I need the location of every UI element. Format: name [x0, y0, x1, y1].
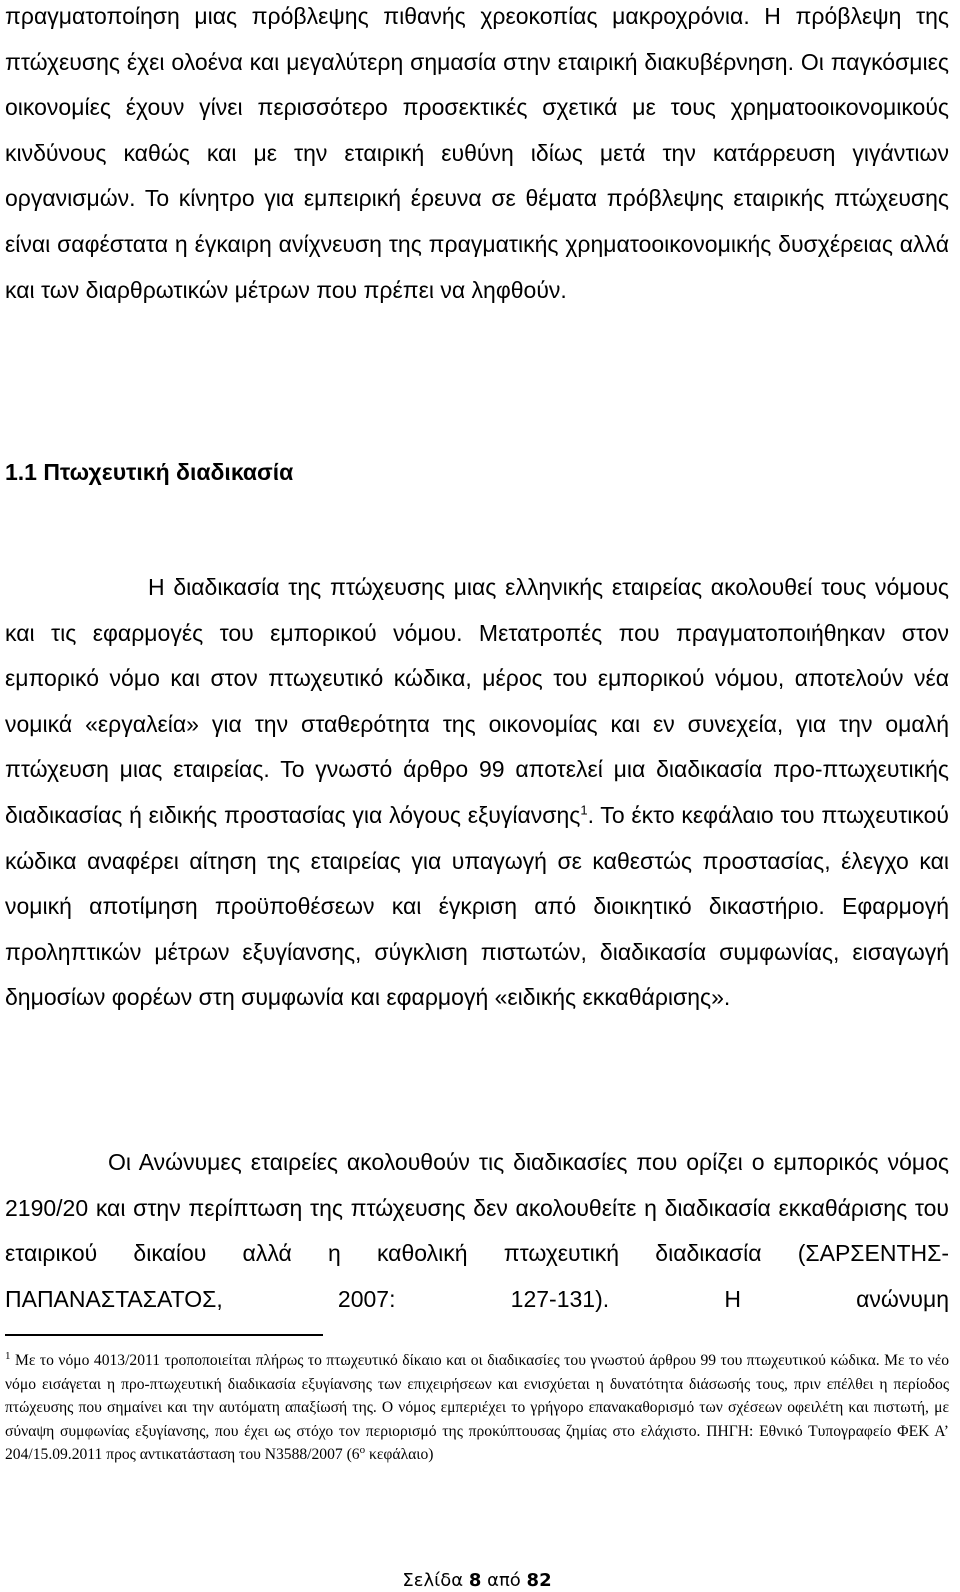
footnote-text-end: κεφάλαιο): [365, 1446, 434, 1464]
footnote-separator: [5, 1334, 323, 1336]
footnote-ordinal-superscript: ο: [359, 1444, 366, 1457]
body-paragraph: [5, 565, 949, 1021]
document-page: [5, 0, 949, 1591]
paragraph-text: . Το έκτο κεφάλαιο του πτωχευτικού κώδικα αναφέρει αίτηση της εταιρείας για υπαγωγή σε καθεστώς προστασίας, έλεγχο και νομική αποτίμηση προϋποθέσεων και έγκριση από διοικητικό δικαστήριο. Εφαρμογή προληπτικών μέτρων εξυγίανσης, σύγκλιση πιστωτών, διαδικασία συμφωνίας, εισαγωγή δημοσίων φορέων στη συμφωνία και εφαρμογή «ειδικής εκκαθάρισης».: [5, 801, 949, 1011]
footnote-mark: 1: [5, 1349, 11, 1362]
footnote: [5, 1349, 949, 1467]
current-page-number: 8: [468, 1570, 482, 1591]
footnote-reference[interactable]: 1: [580, 802, 588, 818]
paragraph-text: Η διαδικασία της πτώχευσης μιας ελληνικής εταιρείας ακολουθεί τους νόμους και τις εφαρμογές του εμπορικού νόμου. Μετατροπές που πραγματοποιήθηκαν στον εμπορικό νόμο και στον πτωχευτικό κώδικα, μέρος του εμπορικού νόμου, αποτελούν νέα νομικά «εργαλεία» για την σταθερότητα της οικονομίας και εν συνεχεία, για την ομαλή πτώχευση μιας εταιρείας. Το γνωστό άρθρο 99 αποτελεί μια διαδικασία προ-πτωχευτικής διαδικασίας ή ειδικής προστασίας για λόγους εξυγίανσης: [5, 574, 949, 828]
body-paragraph: πραγματοποίηση μιας πρόβλεψης πιθανής χρεοκοπίας μακροχρόνια. Η πρόβλεψη της πτώχευσης έχει ολοένα και μεγαλύτερη σημασία στην εταιρική διακυβέρνηση. Οι παγκόσμιες οικονομίες έχουν γίνει περισσότερο προσεκτικές σχετικά με τους χρηματοοικονομικούς κινδύνους καθώς και με την εταιρική ευθύνη ιδίως μετά την κατάρρευση γιγάντιων οργανισμών. Το κίνητρο για εμπειρική έρευνα σε θέματα πρόβλεψης εταιρικής πτώχευσης είναι σαφέστατα η έγκαιρη ανίχνευση της πραγματικής χρηματοοικονομικής δυσχέρειας αλλά και των διαρθρωτικών μέτρων που πρέπει να ληφθούν.: [5, 3, 949, 303]
page-number-footer: [5, 1570, 949, 1592]
body-paragraph: Οι Ανώνυμες εταιρείες ακολουθούν τις διαδικασίες που ορίζει ο εμπορικός νόμος 2190/20 και στην περίπτωση της πτώχευσης δεν ακολουθείτε η διαδικασία εκκαθάρισης του εταιρικού δικαίου αλλά η καθολική πτωχευτική διαδικασία (ΣΑΡΣΕΝΤΗΣ-ΠΑΠΑΝΑΣΤΑΣΑΤΟΣ, 2007: 127-131). Η ανώνυμη: [5, 1149, 949, 1312]
footnote-text: Με το νόμο 4013/2011 τροποποιείται πλήρως το πτωχευτικό δίκαιο και οι διαδικασίες του γνωστού άρθρου 99 του πτωχευτικού κώδικα. Με το νέο νόμο εισάγεται η προ-πτωχευτική διαδικασία εξυγίανσης των επιχειρήσεων και ενισχύεται η δυνατότητα διάσωσής τους, πριν επέλθει η περίοδος πτώχευσης που σημαίνει και την αυτόματη απαξίωσή της. Ο νόμος εμπεριέχει το γρήγορο επανακαθορισμό των σχέσεων οφειλέτη και πιστωτή, με σύναψη συμφωνίας εξυγίανσης, που έχει ως στόχο τον περιορισμό της προκύπτουσας ζημίας στο ελάχιστο. ΠΗΓΗ: Εθνικό Τυπογραφείο ΦΕΚ Α’ 204/15.09.2011 προς αντικατάσταση του Ν3588/2007 (6: [5, 1352, 949, 1464]
total-page-count: 82: [526, 1570, 552, 1591]
page-of-label: από: [481, 1570, 527, 1591]
section-heading: 1.1 Πτωχευτική διαδικασία: [5, 459, 294, 485]
page-label: Σελίδα: [402, 1570, 469, 1591]
